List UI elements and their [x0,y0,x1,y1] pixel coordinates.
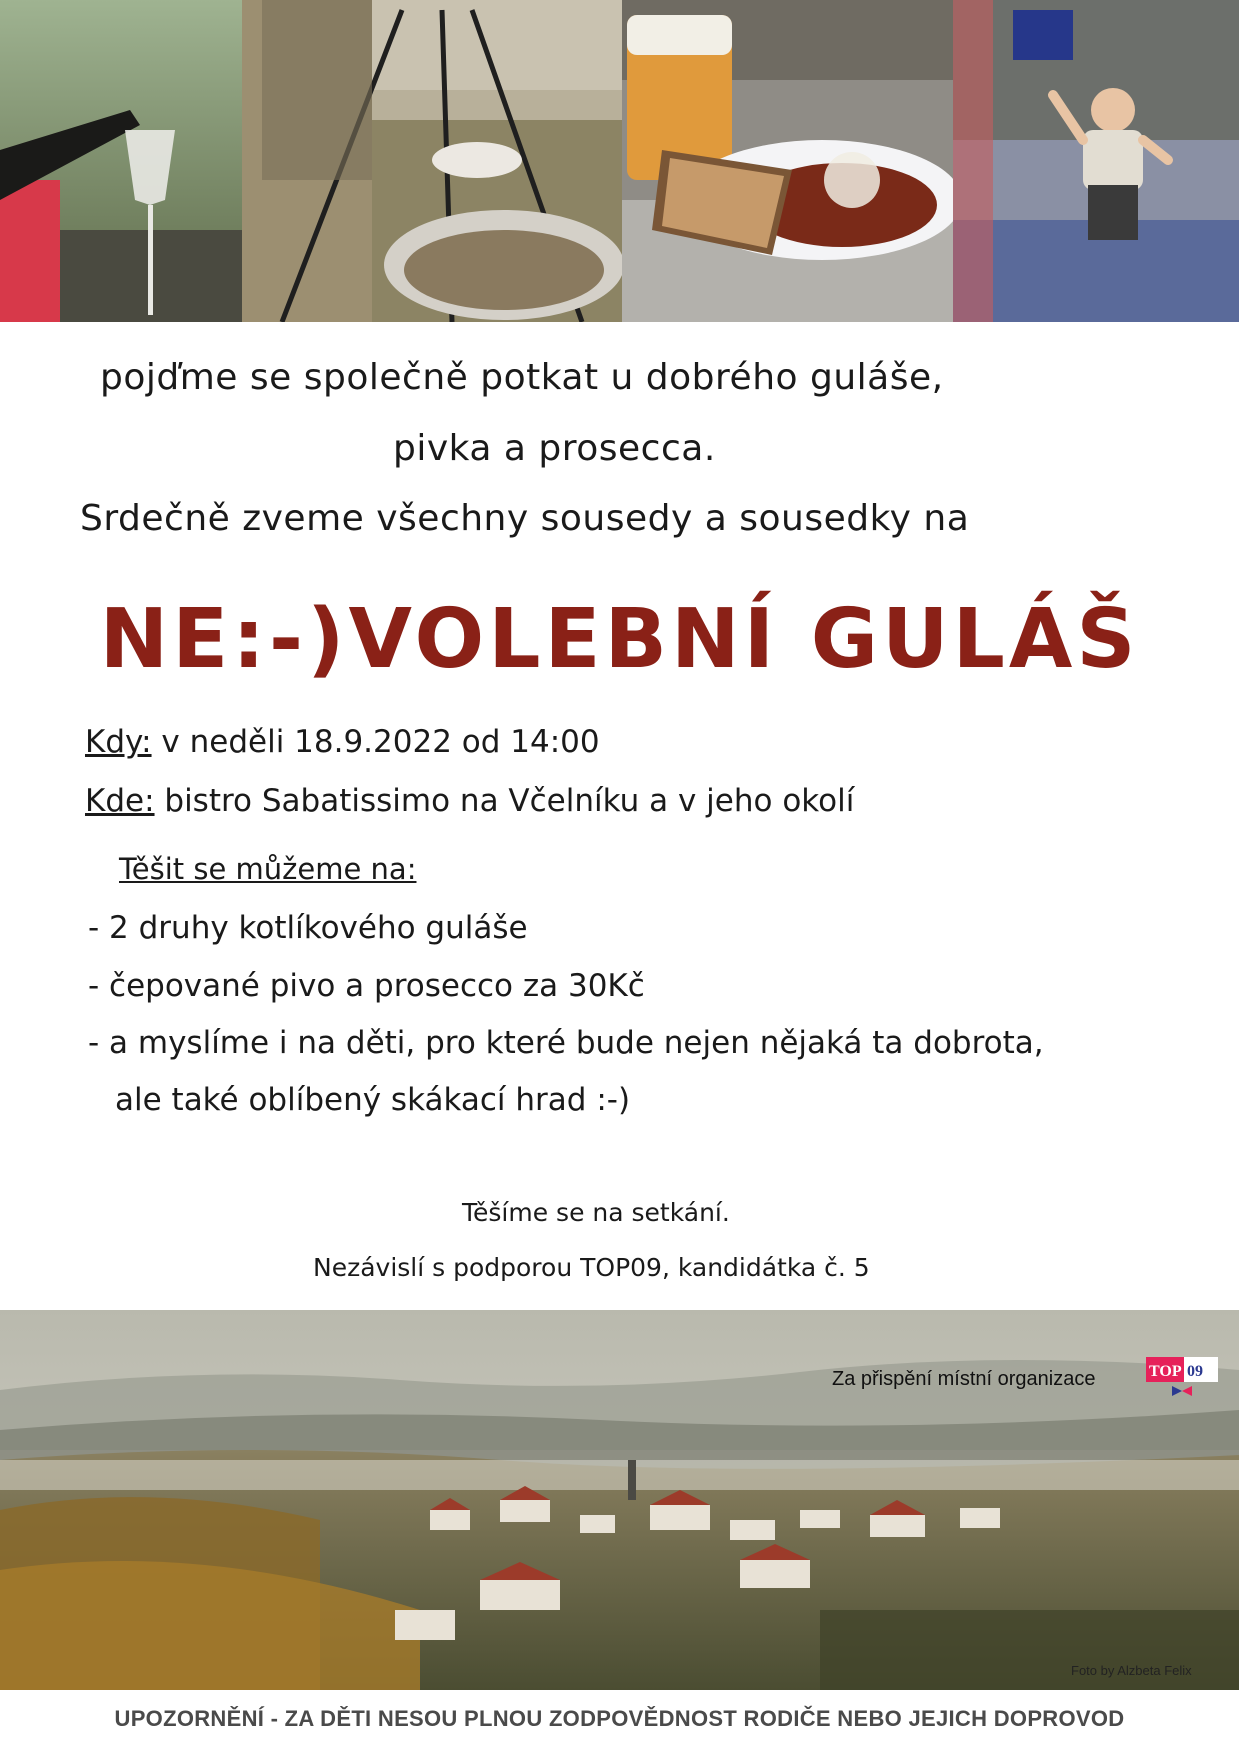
contribution-text: Za přispění místní organizace [832,1368,1096,1390]
where-label: Kde: [85,783,155,819]
when-value: v neděli 18.9.2022 od 14:00 [161,724,600,760]
cauldron-photo [242,0,622,322]
where-value: bistro Sabatissimo na Včelníku a v jeho okolí [164,783,855,819]
footer-warning: UPOZORNĚNÍ - ZA DĚTI NESOU PLNOU ZODPOVĚDNOST RODIČE NEBO JEJICH DOPROVOD [114,1706,1125,1731]
looking-forward-heading: Těšit se můžeme na: [119,852,417,886]
intro-line-1: pojďme se společně potkat u dobrého guláše, [100,357,944,398]
svg-text:09: 09 [1187,1363,1203,1380]
list-item: - čepované pivo a prosecco za 30Kč [88,968,645,1004]
intro-line-2: pivka a prosecca. [393,428,716,469]
closing-line-2: Nezávislí s podporou TOP09, kandidátka č. 5 [313,1253,870,1282]
photo-strip [0,0,1239,322]
top09-logo [1146,1357,1218,1399]
list-item: ale také oblíbený skákací hrad :-) [115,1082,631,1118]
landscape-photo [0,1310,1239,1690]
event-title: NE:-)VOLEBNÍ GULÁŠ [99,592,1140,687]
when-row [85,724,600,760]
list-item: - a myslíme i na děti, pro které bude nejen nějaká ta dobrota, [88,1025,1044,1061]
prosecco-photo [0,0,242,322]
where-row [85,783,854,819]
intro-line-3: Srdečně zveme všechny sousedy a sousedky na [80,498,970,539]
svg-text:TOP: TOP [1149,1363,1182,1380]
when-label: Kdy: [85,724,152,760]
photo-credit: Foto by Alzbeta Felix [1071,1663,1192,1678]
child-bouncy-castle-photo [953,0,1239,322]
list-item: - 2 druhy kotlíkového guláše [88,910,528,946]
closing-line-1: Těšíme se na setkání. [462,1198,730,1227]
goulash-beer-photo [622,0,953,322]
